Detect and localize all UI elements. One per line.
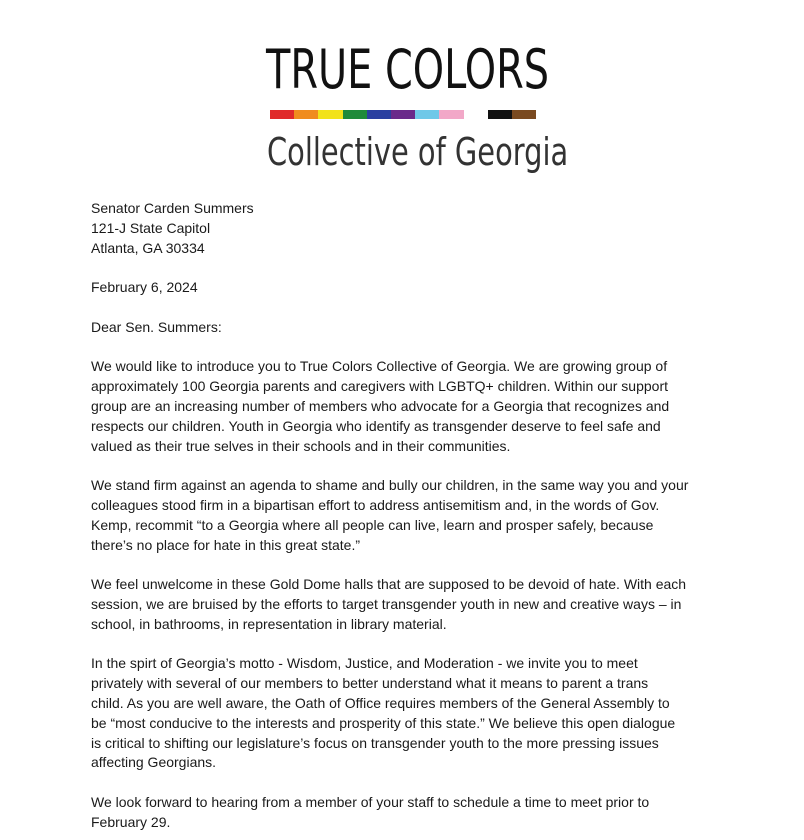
recipient-address-line-1: 121-J State Capitol [91,219,211,236]
paragraph-line: colleagues stood firm in a bipartisan effort to address antisemitism and, in the words of Gov. [91,496,660,513]
recipient-block [91,199,731,258]
paragraph-line: privately with several of our members to better understand what it means to parent a trans [91,675,649,692]
paragraph-line: Kemp, recommit “to a Georgia where all people can live, learn and prosper safely, because [91,516,654,533]
stripe-segment [464,110,488,119]
stripe-segment [367,110,391,119]
paragraph-line: We look forward to hearing from a member of your staff to schedule a time to meet prior to [91,793,650,810]
paragraph-line: valued as their true selves in their schools and in their communities. [91,437,511,454]
paragraph-line: We would like to introduce you to True Colors Collective of Georgia. We are growing group of [91,358,668,375]
paragraph-line: group are an increasing number of members who advocate for a Georgia that recognizes and [91,397,670,414]
paragraph-unwelcome [91,575,731,634]
paragraph-stand-firm [91,476,731,555]
stripe-segment [415,110,439,119]
paragraph-line: session, we are bruised by the efforts to target transgender youth in new and creative ways – in [91,595,682,612]
paragraph-line: In the spirt of Georgia’s motto - Wisdom, Justice, and Moderation - we invite you to meet [91,655,638,672]
stripe-segment [343,110,367,119]
paragraph-line: February 29. [91,813,171,830]
paragraph-line: We feel unwelcome in these Gold Dome halls that are supposed to be devoid of hate. With each [91,576,687,593]
stripe-segment [391,110,415,119]
letterhead [0,0,804,190]
stripe-segment [439,110,463,119]
paragraph-line: there’s no place for hate in this great state.” [91,536,361,553]
letter-body [91,199,731,833]
paragraph-line: respects our children. Youth in Georgia who identify as transgender deserve to feel safe and [91,417,661,434]
recipient-name: Senator Carden Summers [91,200,254,216]
stripe-segment [488,110,512,119]
stripe-segment [270,110,294,119]
paragraph-line: approximately 100 Georgia parents and caregivers with LGBTQ+ children. Within our support [91,378,669,395]
paragraph-line: affecting Georgians. [91,754,217,771]
paragraph-line: school, in bathrooms, in representation in library material. [91,615,447,632]
stripe-segment [512,110,536,119]
org-logo-subtitle: Collective of Georgia [267,130,569,174]
paragraph-introduction [91,357,731,456]
paragraph-line: child. As you are well aware, the Oath of Office requires members of the General Assembly to [91,694,670,711]
stripe-segment [318,110,342,119]
paragraph-line: is critical to shifting our legislature’s focus on transgender youth to the more pressing issues [91,734,659,751]
letter-date: February 6, 2024 [91,279,198,296]
org-logo-title: TRUE COLORS [266,38,550,101]
salutation: Dear Sen. Summers: [91,318,222,335]
paragraph-line: be “most conducive to the interests and prosperity of this state.” We believe this open dialogue [91,714,676,731]
pride-color-stripe [270,110,536,119]
paragraph-closing [91,793,731,833]
recipient-address-line-2: Atlanta, GA 30334 [91,239,205,256]
stripe-segment [294,110,318,119]
paragraph-invitation [91,654,731,773]
paragraph-line: We stand firm against an agenda to shame and bully our children, in the same way you and your [91,477,689,494]
